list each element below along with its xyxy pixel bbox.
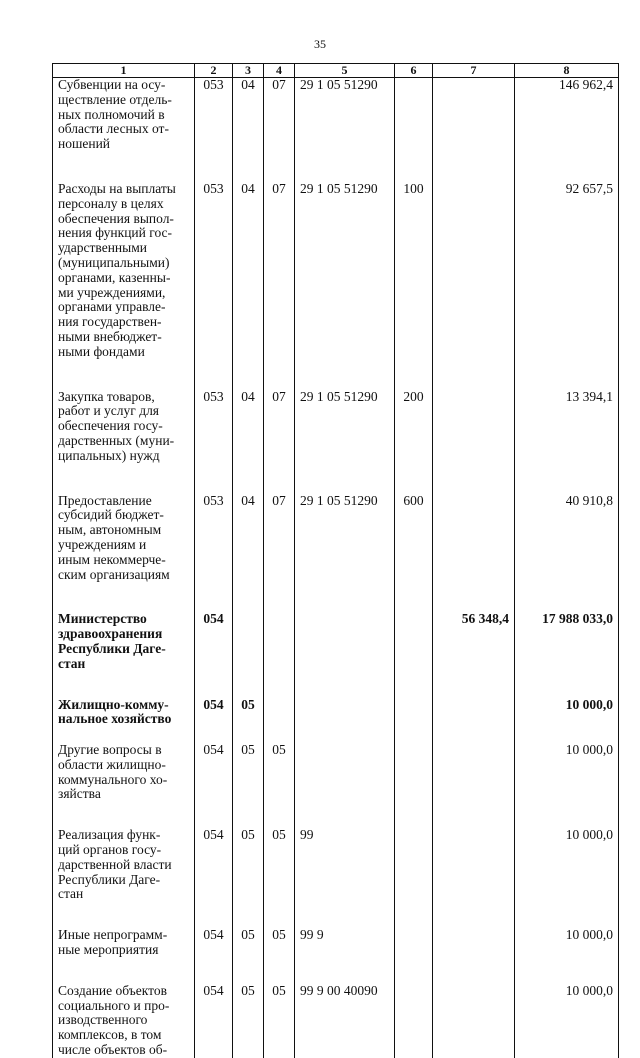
cell-col2: 053 — [195, 494, 233, 613]
cell-col5: 99 9 — [295, 928, 395, 984]
cell-col7 — [433, 928, 515, 984]
table-row — [53, 698, 619, 744]
header-cell: 6 — [395, 64, 433, 78]
cell-col7 — [433, 390, 515, 494]
cell-col2: 054 — [195, 698, 233, 744]
cell-col4: 05 — [264, 828, 295, 928]
cell-col4: 07 — [264, 494, 295, 613]
cell-col6 — [395, 743, 433, 828]
cell-col7 — [433, 78, 515, 182]
cell-col6 — [395, 612, 433, 697]
cell-col7 — [433, 698, 515, 744]
table-row — [53, 743, 619, 828]
cell-col2: 053 — [195, 78, 233, 182]
cell-col3 — [233, 612, 264, 697]
cell-col8: 10 000,0 — [515, 984, 619, 1058]
cell-col4: 07 — [264, 78, 295, 182]
row-name-cell: Министерство здравоохранения Республики Даге- стан — [53, 612, 195, 697]
header-cell: 8 — [515, 64, 619, 78]
cell-col5: 29 1 05 51290 — [295, 78, 395, 182]
cell-col5: 99 — [295, 828, 395, 928]
table-row — [53, 612, 619, 697]
cell-col5 — [295, 743, 395, 828]
cell-col5: 29 1 05 51290 — [295, 390, 395, 494]
cell-col8: 92 657,5 — [515, 182, 619, 390]
cell-col4: 05 — [264, 743, 295, 828]
cell-col4: 07 — [264, 182, 295, 390]
cell-col4: 07 — [264, 390, 295, 494]
cell-col7 — [433, 743, 515, 828]
cell-col5: 99 9 00 40090 — [295, 984, 395, 1058]
table-body — [53, 78, 619, 1058]
row-name-cell: Другие вопросы в области жилищно- коммунального хо- зяйства — [53, 743, 195, 828]
cell-col3: 05 — [233, 928, 264, 984]
table-row — [53, 828, 619, 928]
table-row — [53, 182, 619, 390]
header-cell: 3 — [233, 64, 264, 78]
cell-col2: 054 — [195, 828, 233, 928]
table-row — [53, 928, 619, 984]
cell-col6 — [395, 828, 433, 928]
row-name-cell: Создание объектов социального и про- изводственного комплексов, в том числе объектов об- — [53, 984, 195, 1058]
cell-col5 — [295, 698, 395, 744]
table-header-row — [53, 64, 619, 78]
cell-col2: 053 — [195, 182, 233, 390]
page-number: 35 — [314, 37, 326, 51]
cell-col8: 10 000,0 — [515, 828, 619, 928]
cell-col6 — [395, 698, 433, 744]
header-cell: 4 — [264, 64, 295, 78]
cell-col3: 04 — [233, 182, 264, 390]
header-cell: 5 — [295, 64, 395, 78]
row-name-cell: Иные непрограмм- ные мероприятия — [53, 928, 195, 984]
cell-col6 — [395, 78, 433, 182]
cell-col2: 054 — [195, 928, 233, 984]
cell-col8: 10 000,0 — [515, 743, 619, 828]
cell-col3: 05 — [233, 984, 264, 1058]
cell-col7: 56 348,4 — [433, 612, 515, 697]
cell-col6: 200 — [395, 390, 433, 494]
cell-col8: 10 000,0 — [515, 698, 619, 744]
row-name-cell: Закупка товаров, работ и услуг для обеспечения госу- дарственных (муни- ципальных) нужд — [53, 390, 195, 494]
table-row — [53, 390, 619, 494]
cell-col2: 054 — [195, 612, 233, 697]
row-name-cell: Субвенции на осу- ществление отдель- ных полномочий в области лесных от- ношений — [53, 78, 195, 182]
header-cell: 1 — [53, 64, 195, 78]
cell-col6: 600 — [395, 494, 433, 613]
cell-col4 — [264, 698, 295, 744]
budget-table — [52, 63, 619, 1058]
header-cell: 2 — [195, 64, 233, 78]
cell-col5 — [295, 612, 395, 697]
cell-col3: 05 — [233, 698, 264, 744]
cell-col8: 13 394,1 — [515, 390, 619, 494]
cell-col5: 29 1 05 51290 — [295, 494, 395, 613]
cell-col4: 05 — [264, 928, 295, 984]
cell-col2: 053 — [195, 390, 233, 494]
cell-col8: 146 962,4 — [515, 78, 619, 182]
header-cell: 7 — [433, 64, 515, 78]
cell-col3: 05 — [233, 743, 264, 828]
cell-col3: 04 — [233, 390, 264, 494]
row-name-cell: Расходы на выплаты персоналу в целях обеспечения выпол- нения функций гос- ударственными (муниципальными) органами, казенны- ми учреждениями, органами управле- ния государствен- ными внебюджет- ными фондами — [53, 182, 195, 390]
cell-col2: 054 — [195, 984, 233, 1058]
cell-col7 — [433, 182, 515, 390]
cell-col7 — [433, 984, 515, 1058]
cell-col6 — [395, 928, 433, 984]
row-name-cell: Предоставление субсидий бюджет- ным, автономным учреждениям и иным некоммерче- ским организациям — [53, 494, 195, 613]
cell-col6: 100 — [395, 182, 433, 390]
row-name-cell: Реализация функ- ций органов госу- дарственной власти Республики Даге- стан — [53, 828, 195, 928]
cell-col3: 04 — [233, 494, 264, 613]
cell-col6 — [395, 984, 433, 1058]
table-row — [53, 494, 619, 613]
cell-col4 — [264, 612, 295, 697]
cell-col8: 40 910,8 — [515, 494, 619, 613]
cell-col4: 05 — [264, 984, 295, 1058]
table-row — [53, 984, 619, 1058]
table-row — [53, 78, 619, 182]
cell-col3: 04 — [233, 78, 264, 182]
cell-col7 — [433, 494, 515, 613]
cell-col7 — [433, 828, 515, 928]
cell-col2: 054 — [195, 743, 233, 828]
cell-col3: 05 — [233, 828, 264, 928]
cell-col5: 29 1 05 51290 — [295, 182, 395, 390]
row-name-cell: Жилищно-комму- нальное хозяйство — [53, 698, 195, 744]
cell-col8: 10 000,0 — [515, 928, 619, 984]
cell-col8: 17 988 033,0 — [515, 612, 619, 697]
